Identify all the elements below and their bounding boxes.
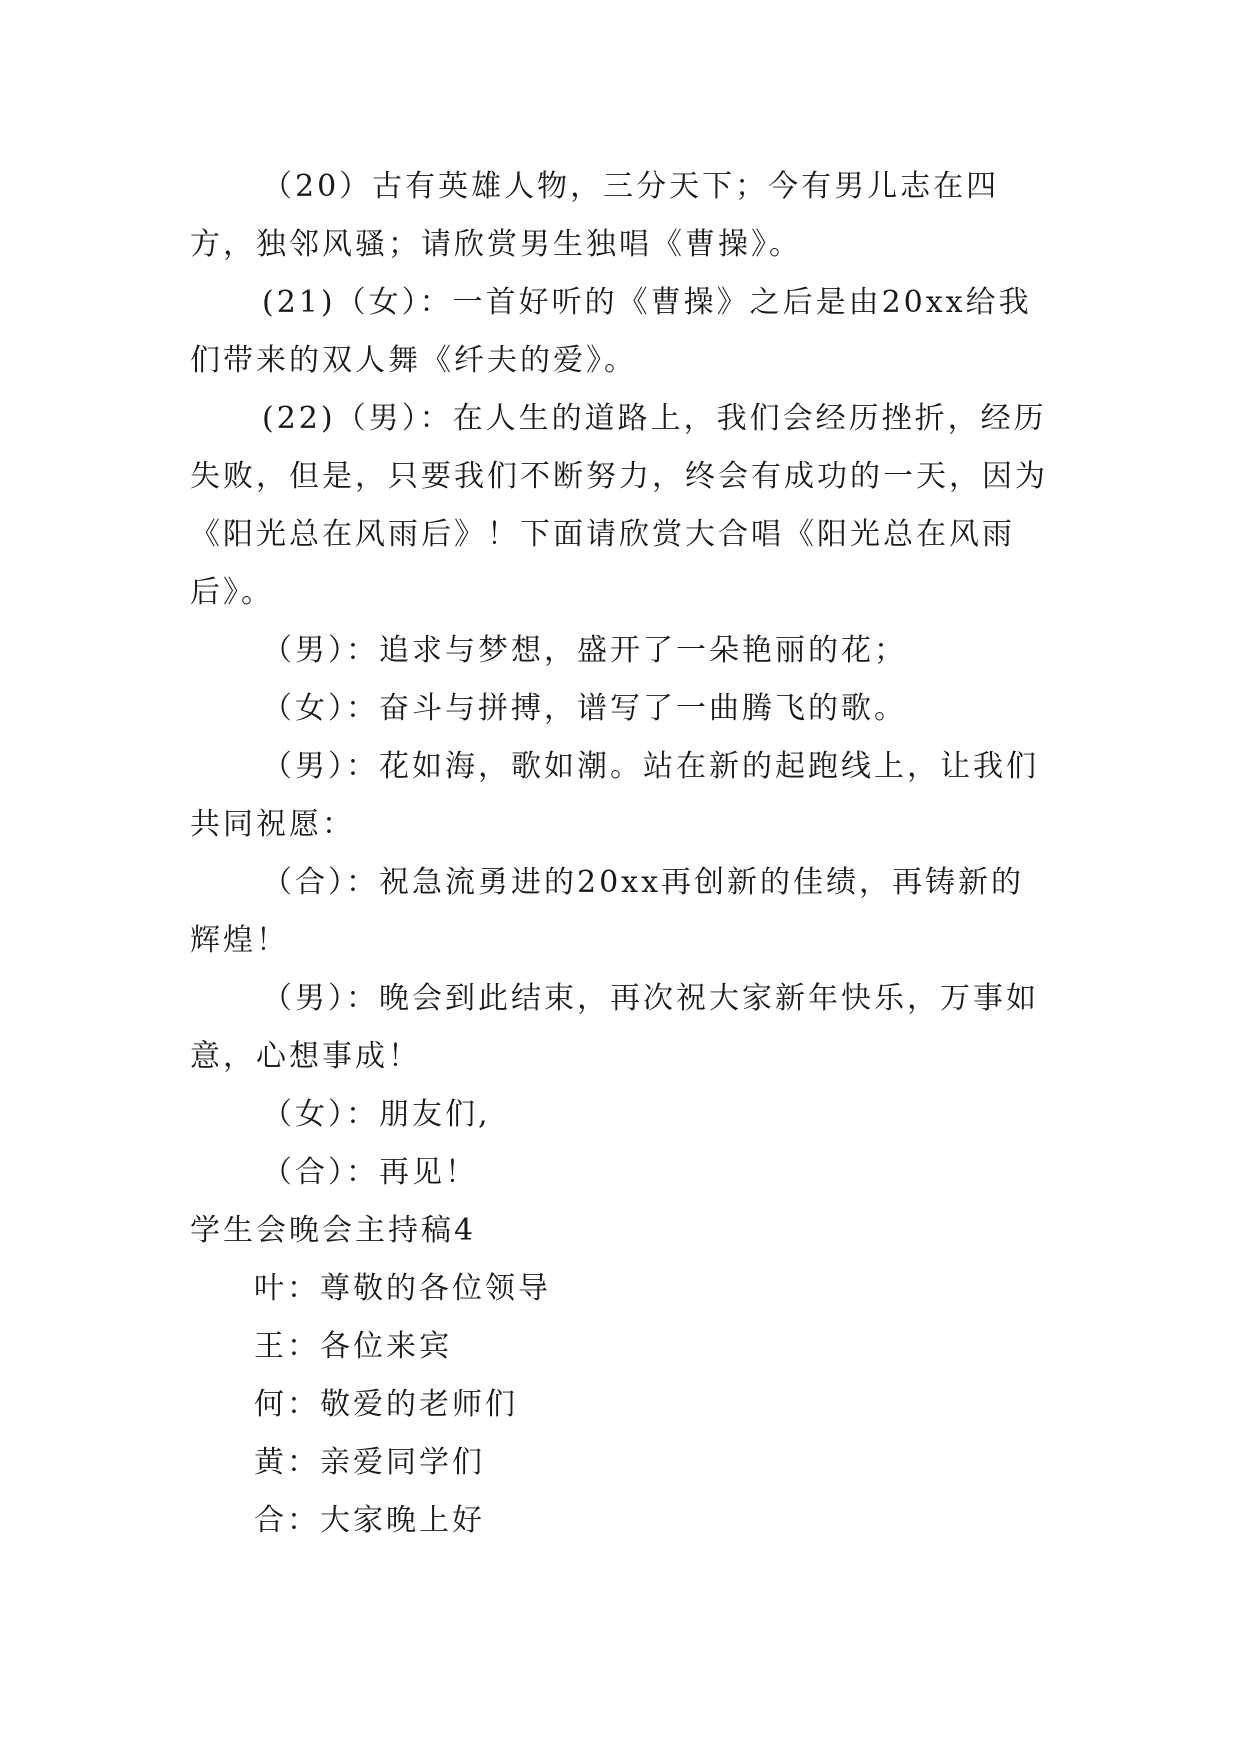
paragraph-male-3: （男）：晚会到此结束，再次祝大家新年快乐，万事如意，心想事成！ [190,981,1039,1074]
section-title: 学生会晚会主持稿4 [190,1213,477,1248]
paragraph-together-1: （合）：祝急流勇进的20xx再创新的佳绩，再铸新的辉煌！ [190,865,1025,958]
paragraph-22: (22)（男）：在人生的道路上，我们会经历挫折，经历失败，但是，只要我们不断努力，终会有成功的一天，因为《阳光总在风雨后》！下面请欣赏大合唱《阳光总在风雨后》。 [190,401,1048,610]
paragraph-male-2: （男）：花如海，歌如潮。站在新的起跑线上，让我们共同祝愿： [190,749,1039,842]
host-line-he: 何：敬爱的老师们 [254,1387,518,1422]
paragraph-20: （20）古有英雄人物，三分天下；今有男儿志在四方，独邻风骚；请欣赏男生独唱《曹操》。 [190,169,1000,262]
host-line-wang: 王：各位来宾 [254,1329,452,1364]
paragraph-female-1: （女）：奋斗与拼搏，谱写了一曲腾飞的歌。 [262,691,907,726]
paragraph-female-2: （女）：朋友们, [262,1097,491,1132]
host-line-huang: 黄：亲爱同学们 [254,1445,485,1480]
paragraph-21: (21)（女）：一首好听的《曹操》之后是由20xx给我们带来的双人舞《纤夫的爱》。 [190,285,1032,378]
host-line-together: 合：大家晚上好 [254,1503,485,1538]
document-body [190,158,1050,1550]
paragraph-male-1: （男）：追求与梦想，盛开了一朵艳丽的花； [262,633,907,668]
paragraph-together-2: （合）：再见！ [262,1155,478,1190]
host-line-ye: 叶：尊敬的各位领导 [254,1271,551,1306]
